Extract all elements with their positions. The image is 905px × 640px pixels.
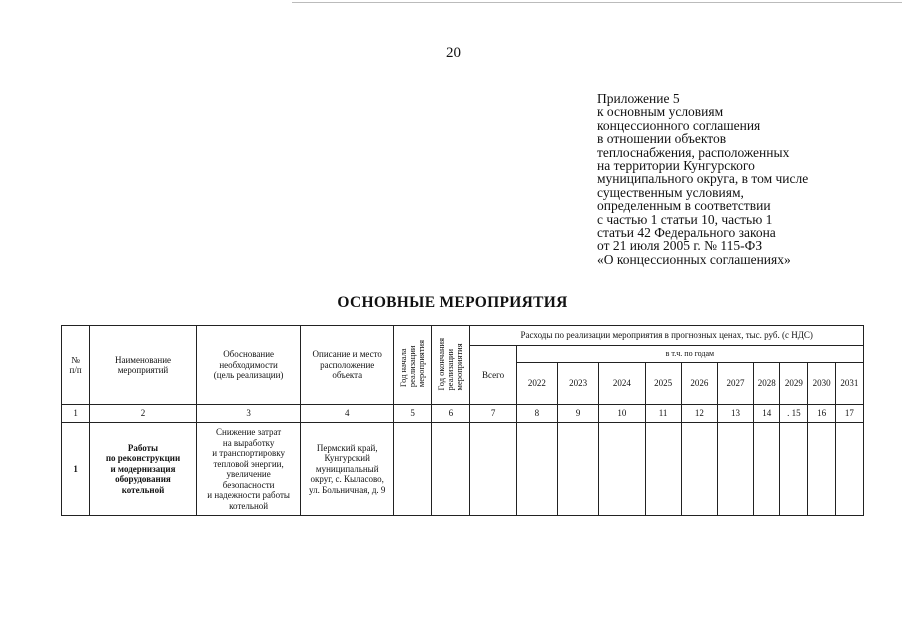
column-number-1: 1 <box>62 405 90 423</box>
measures-table <box>61 325 864 516</box>
header-location: Описание и место расположение объекта <box>301 326 394 405</box>
header-year-2022: 2022 <box>516 363 557 405</box>
row-empty-cell <box>645 423 681 516</box>
header-total: Всего <box>470 346 516 405</box>
row-num: 1 <box>62 423 90 516</box>
row-empty-cell <box>470 423 516 516</box>
header-year-2028: 2028 <box>754 363 780 405</box>
column-number-13: 13 <box>717 405 753 423</box>
row-empty-cell <box>432 423 470 516</box>
header-end-year: Год окончания реализации мероприятия <box>432 326 470 405</box>
header-year-2031: 2031 <box>835 363 863 405</box>
header-year-2030: 2030 <box>808 363 835 405</box>
header-name: Наименование мероприятий <box>90 326 197 405</box>
column-number-16: 16 <box>808 405 835 423</box>
row-empty-cell <box>516 423 557 516</box>
header-year-2025: 2025 <box>645 363 681 405</box>
row-empty-cell <box>394 423 432 516</box>
column-number-17: 17 <box>835 405 863 423</box>
row-empty-cell <box>780 423 808 516</box>
column-number-10: 10 <box>599 405 645 423</box>
header-justification: Обоснование необходимости (цель реализации) <box>196 326 301 405</box>
appendix-note: Приложение 5 к основным условиям концессионного соглашения в отношении объектов теплоснабжения, расположенных на территории Кунгурского муниципального округа, в том числе существенным условиям, определенным в соответствии с частью 1 статьи 10, частью 1 статьи 42 Федерального закона от 21 июля 2005 г. № 115-ФЗ «О концессионных соглашениях» <box>597 91 809 267</box>
header-year-2024: 2024 <box>599 363 645 405</box>
column-number-6: 6 <box>432 405 470 423</box>
header-year-2027: 2027 <box>717 363 753 405</box>
header-start-year: Год начала реализации мероприятия <box>394 326 432 405</box>
page-title: ОСНОВНЫЕ МЕРОПРИЯТИЯ <box>337 294 568 311</box>
column-number-14: 14 <box>754 405 780 423</box>
column-number-5: 5 <box>394 405 432 423</box>
column-number-9: 9 <box>557 405 598 423</box>
header-year-2026: 2026 <box>681 363 717 405</box>
page-number: 20 <box>446 45 461 61</box>
header-num: № п/п <box>62 326 90 405</box>
row-location: Пермский край, Кунгурский муниципальный округ, с. Кыласово, ул. Больничная, д. 9 <box>301 423 394 516</box>
row-justification: Снижение затрат на выработку и транспортировку тепловой энергии, увеличение безопасности и надежности работы котельной <box>196 423 301 516</box>
row-empty-cell <box>808 423 835 516</box>
column-number-7: 7 <box>470 405 516 423</box>
row-empty-cell <box>754 423 780 516</box>
column-number-12: 12 <box>681 405 717 423</box>
column-number-4: 4 <box>301 405 394 423</box>
row-empty-cell <box>835 423 863 516</box>
row-empty-cell <box>717 423 753 516</box>
header-expenses: Расходы по реализации мероприятия в прогнозных ценах, тыс. руб. (с НДС) <box>470 326 864 346</box>
column-number-15: . 15 <box>780 405 808 423</box>
top-border-line <box>292 2 902 3</box>
column-number-2: 2 <box>90 405 197 423</box>
column-number-3: 3 <box>196 405 301 423</box>
header-year-2023: 2023 <box>557 363 598 405</box>
row-name: Работы по реконструкции и модернизация оборудования котельной <box>90 423 197 516</box>
header-by-years: в т.ч. по годам <box>516 346 863 363</box>
row-empty-cell <box>557 423 598 516</box>
header-year-2029: 2029 <box>780 363 808 405</box>
column-number-11: 11 <box>645 405 681 423</box>
row-empty-cell <box>681 423 717 516</box>
row-empty-cell <box>599 423 645 516</box>
column-number-8: 8 <box>516 405 557 423</box>
